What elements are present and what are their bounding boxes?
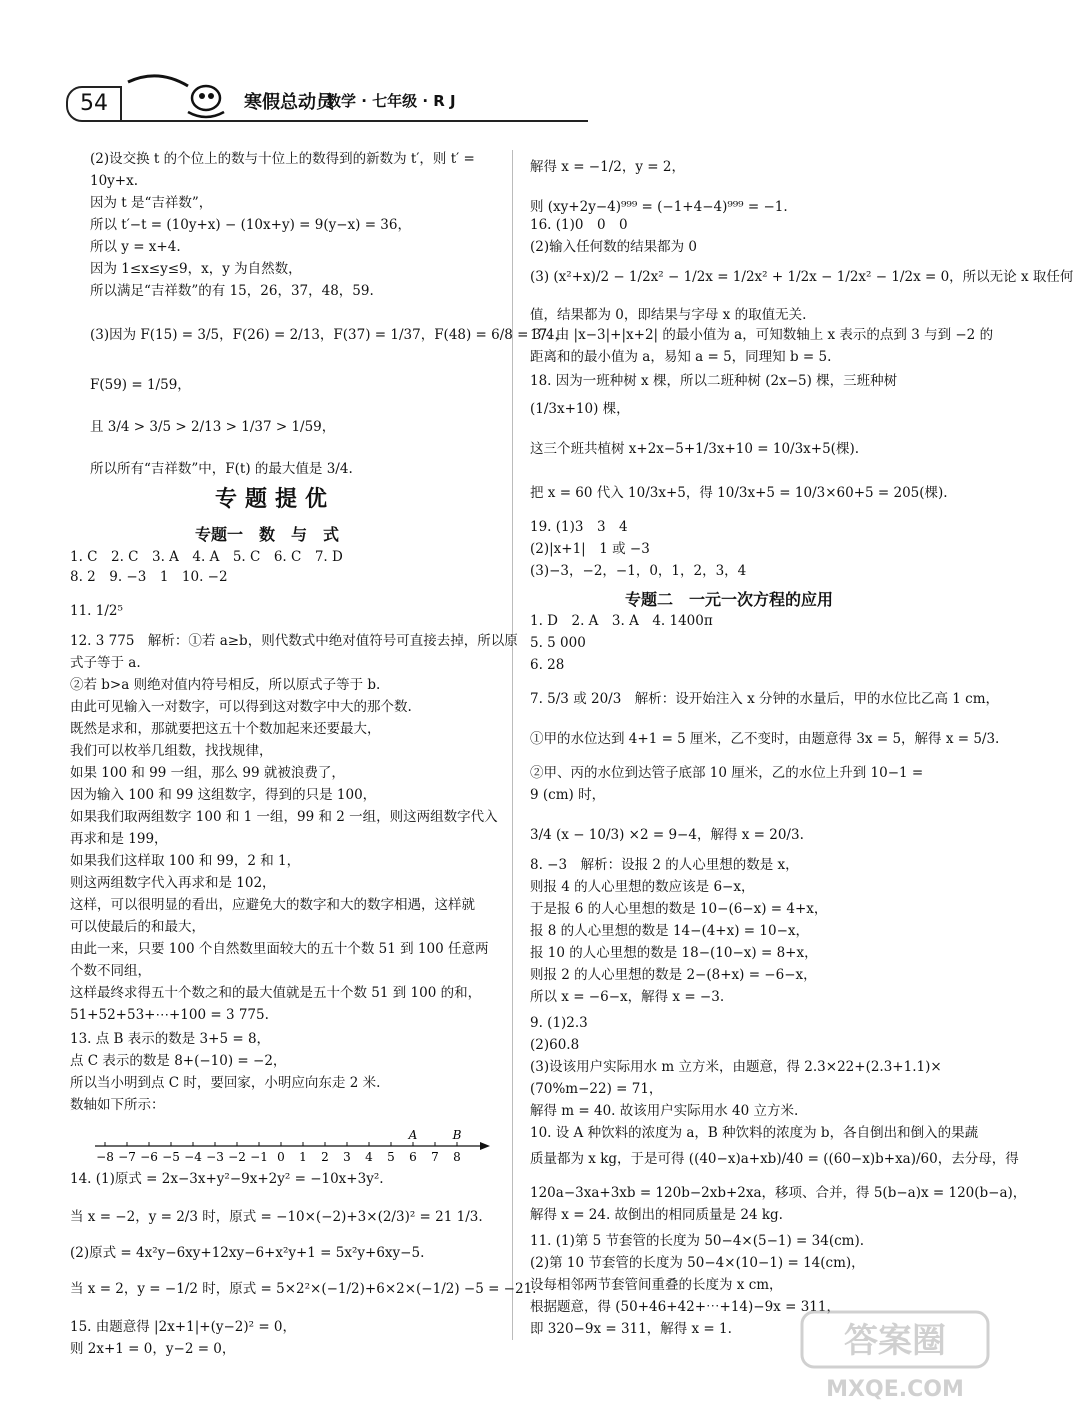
text-line: 由此可见输入一对数字，可以得到这对数字中大的那个数. <box>70 699 412 715</box>
text-line: 则 (xy+2y−4)⁹⁹⁹ = (−1+4−4)⁹⁹⁹ = −1. <box>530 199 788 215</box>
text-line: 10y+x. <box>90 173 139 189</box>
text-line: (3)−3，−2，−1，0，1，2，3，4 <box>530 563 747 579</box>
text-line: 所以所有“吉祥数”中，F(t) 的最大值是 3/4. <box>90 461 353 477</box>
tick-label: −2 <box>228 1150 246 1164</box>
text-line: ②甲、丙的水位到达管子底部 10 厘米，乙的水位上升到 10−1 = <box>530 765 924 781</box>
text-line: (3) (x²+x)/2 − 1/2x² − 1/2x = 1/2x² + 1/2x − 1/2x² − 1/2x = 0，所以无论 x 取任何 <box>530 269 1073 285</box>
text-line: 16. (1)0 0 0 <box>530 217 628 233</box>
text-line: (3)因为 F(15) = 3/5，F(26) = 2/13，F(37) = 1/37，F(48) = 6/8 = 3/4， <box>90 327 569 343</box>
svg-text:答案圈: 答案圈 <box>844 1321 946 1361</box>
text-line: 解得 m = 40. 故该用户实际用水 40 立方米. <box>530 1103 799 1119</box>
text-line: (3)设该用户实际用水 m 立方米，由题意，得 2.3×22+(2.3+1.1)× <box>530 1059 942 1075</box>
text-line: 所以当小明到点 C 时，要回家，小明应向东走 2 米. <box>70 1075 381 1091</box>
text-line: ①甲的水位达到 4+1 = 5 厘米，乙不变时，由题意得 3x = 5，解得 x = 5/3. <box>530 731 1000 747</box>
text-line: 9 (cm) 时， <box>530 787 606 803</box>
text-line: 当 x = −2，y = 2/3 时，原式 = −10×(−2)+3×(2/3)² = 21 1/3. <box>70 1209 483 1225</box>
point-label: B <box>452 1128 462 1142</box>
text-line: 则报 2 的人心里想的数是 2−(8+x) = −6−x， <box>530 967 817 983</box>
text-line: 3/4 (x − 10/3) ×2 = 9−4，解得 x = 20/3. <box>530 827 804 843</box>
svg-text:MXQE.COM: MXQE.COM <box>826 1377 964 1402</box>
section-title: 专题提优 <box>215 487 336 512</box>
text-line: 因为输入 100 和 99 这组数字，得到的只是 100， <box>70 787 377 803</box>
text-line: 于是报 6 的人心里想的数是 10−(6−x) = 4+x， <box>530 901 828 917</box>
text-line: 所以 x = −6−x，解得 x = −3. <box>530 989 725 1005</box>
text-line: 这三个班共植树 x+2x−5+1/3x+10 = 10/3x+5(棵). <box>530 441 860 457</box>
text-line: 14. (1)原式 = 2x−3x+y²−9x+2y² = −10x+3y². <box>70 1171 384 1187</box>
watermark-logo <box>800 1310 990 1405</box>
text-line: 所以 y = x+4. <box>90 239 181 255</box>
text-line: 再求和是 199， <box>70 831 168 847</box>
text-line: (2)设交换 t 的个位上的数与十位上的数得到的新数为 t′，则 t′ = <box>90 151 475 167</box>
number-line <box>95 1128 495 1168</box>
tick-label: 2 <box>321 1150 329 1164</box>
text-line: (2)原式 = 4x²y−6xy+12xy−6+x²y+1 = 5x²y+6xy−5. <box>70 1245 425 1261</box>
text-line: 报 8 的人心里想的数是 14−(4+x) = 10−x， <box>530 923 809 939</box>
tick-label: −8 <box>96 1150 114 1164</box>
text-line: 1. D 2. A 3. A 4. 1400π <box>530 613 713 629</box>
text-line: 因为 1≤x≤y≤9，x，y 为自然数， <box>90 261 302 277</box>
text-line: 即 320−9x = 311，解得 x = 1. <box>530 1321 732 1337</box>
tick-label: −5 <box>162 1150 180 1164</box>
text-line: 如果我们这样取 100 和 99，2 和 1， <box>70 853 301 869</box>
tick-label: −7 <box>118 1150 136 1164</box>
tick-label: 3 <box>343 1150 351 1164</box>
tick-label: 6 <box>409 1150 417 1164</box>
text-line: 既然是求和，那就要把这五十个数加起来还要最大， <box>70 721 381 737</box>
text-line: 设每相邻两节套管间重叠的长度为 x cm， <box>530 1277 783 1293</box>
text-line: 因为 t 是“吉祥数”， <box>90 195 213 211</box>
text-line: 所以满足“吉祥数”的有 15，26，37，48，59. <box>90 283 374 299</box>
text-line: 解得 x = 24. 故倒出的相同质量是 24 kg. <box>530 1207 783 1223</box>
tick-label: 8 <box>453 1150 461 1164</box>
text-line: 10. 设 A 种饮料的浓度为 a，B 种饮料的浓度为 b，各自倒出和倒入的果蔬 <box>530 1125 979 1141</box>
text-line: ②若 b>a 则绝对值内符号相反，所以原式子等于 b. <box>70 677 381 693</box>
tick-label: 7 <box>431 1150 439 1164</box>
text-line: 由此一来，只要 100 个自然数里面较大的五十个数 51 到 100 任意两 <box>70 941 489 957</box>
tick-label: 1 <box>299 1150 307 1164</box>
text-line: F(59) = 1/59， <box>90 377 191 393</box>
text-line: 根据题意，得 (50+46+42+⋯+14)−9x = 311， <box>530 1299 840 1315</box>
text-line: 13. 点 B 表示的数是 3+5 = 8， <box>70 1031 271 1047</box>
page-number: 54 <box>66 86 122 122</box>
text-line: 11. (1)第 5 节套管的长度为 50−4×(5−1) = 34(cm). <box>530 1233 865 1249</box>
text-line: 可以使最后的和最大， <box>70 919 205 935</box>
text-line: 距离和的最小值为 a，易知 a = 5，同理知 b = 5. <box>530 349 832 365</box>
text-line: 则报 4 的人心里想的数应该是 6−x， <box>530 879 755 895</box>
tick-label: −6 <box>140 1150 158 1164</box>
point-label: A <box>408 1128 418 1142</box>
tick-label: −1 <box>250 1150 268 1164</box>
text-line: (2)输入任何数的结果都为 0 <box>530 239 698 255</box>
text-line: 当 x = 2，y = −1/2 时，原式 = 5×2²×(−1/2)+6×2×(−1/2) −5 = −21. <box>70 1281 537 1297</box>
tick-label: 4 <box>365 1150 373 1164</box>
tick-label: −3 <box>206 1150 224 1164</box>
text-line: 则 2x+1 = 0，y−2 = 0， <box>70 1341 236 1357</box>
text-line: 11. 1/2⁵ <box>70 603 123 619</box>
text-line: 式子等于 a. <box>70 655 141 671</box>
text-line: 所以 t′−t = (10y+x) − (10x+y) = 9(y−x) = 36， <box>90 217 411 233</box>
text-line: 120a−3xa+3xb = 120b−2xb+2xa，移项、合并，得 5(b−a)x = 120(b−a)， <box>530 1185 1027 1201</box>
topic2-heading: 专题二 一元一次方程的应用 <box>625 590 834 609</box>
text-line: 51+52+53+⋯+100 = 3 775. <box>70 1007 269 1023</box>
text-line: 解得 x = −1/2，y = 2， <box>530 159 685 175</box>
page-header <box>66 86 586 122</box>
text-line: 则这两组数字代入再求和是 102， <box>70 875 276 891</box>
text-line: 且 3/4 > 3/5 > 2/13 > 1/37 > 1/59， <box>90 419 336 435</box>
text-line: 1. C 2. C 3. A 4. A 5. C 6. C 7. D <box>70 549 343 565</box>
text-line: 8. −3 解析：设报 2 的人心里想的数是 x， <box>530 857 799 873</box>
text-line: 报 10 的人心里想的数是 18−(10−x) = 8+x， <box>530 945 818 961</box>
text-line: 15. 由题意得 |2x+1|+(y−2)² = 0， <box>70 1319 297 1335</box>
text-line: 6. 28 <box>530 657 565 673</box>
topic1-heading: 专题一 数 与 式 <box>195 525 340 544</box>
text-line: 如果 100 和 99 一组，那么 99 就被浪费了， <box>70 765 345 781</box>
text-line: (2)60.8 <box>530 1037 580 1053</box>
text-line: 12. 3 775 解析：①若 a≥b，则代数式中绝对值符号可直接去掉，所以原 <box>70 633 518 649</box>
text-line: 把 x = 60 代入 10/3x+5，得 10/3x+5 = 10/3×60+5 = 205(棵). <box>530 485 948 501</box>
text-line: 如果我们取两组数字 100 和 1 一组，99 和 2 一组，则这两组数字代入 <box>70 809 498 825</box>
text-line: (2)第 10 节套管的长度为 50−4×(10−1) = 14(cm)， <box>530 1255 865 1271</box>
tick-label: −4 <box>184 1150 202 1164</box>
text-line: 数轴如下所示： <box>70 1097 165 1113</box>
text-line: 18. 因为一班种树 x 棵，所以二班种树 (2x−5) 棵，三班种树 <box>530 373 898 389</box>
tick-label: 0 <box>277 1150 285 1164</box>
text-line: 点 C 表示的数是 8+(−10) = −2， <box>70 1053 287 1069</box>
text-line: 这样，可以很明显的看出，应避免大的数字和大的数字相遇，这样就 <box>70 897 475 913</box>
text-line: 值，结果都为 0，即结果与字母 x 的取值无关. <box>530 307 807 323</box>
text-line: 8. 2 9. −3 1 10. −2 <box>70 569 228 585</box>
mascot-logo <box>118 72 238 122</box>
text-line: 17. 由 |x−3|+|x+2| 的最小值为 a，可知数轴上 x 表示的点到 3 与到 −2 的 <box>530 327 994 343</box>
text-line: 这样最终求得五十个数之和的最大值就是五十个数 51 到 100 的和， <box>70 985 482 1001</box>
text-line: (1/3x+10) 棵， <box>530 401 630 417</box>
subject-grade: 数学 · 七年级 · R J <box>326 92 456 110</box>
text-line: 我们可以枚举几组数，找找规律， <box>70 743 273 759</box>
header-rule <box>118 120 588 122</box>
text-line: 19. (1)3 3 4 <box>530 519 628 535</box>
text-line: 7. 5/3 或 20/3 解析：设开始注入 x 分钟的水量后，甲的水位比乙高 1 cm， <box>530 691 1000 707</box>
text-line: (2)|x+1| 1 或 −3 <box>530 541 650 557</box>
book-title: 寒假总动员 <box>244 92 334 113</box>
text-line: (70%m−22) = 71， <box>530 1081 663 1097</box>
text-line: 5. 5 000 <box>530 635 586 651</box>
text-line: 个数不同组， <box>70 963 151 979</box>
text-line: 9. (1)2.3 <box>530 1015 588 1031</box>
tick-label: 5 <box>387 1150 395 1164</box>
text-line: 质量都为 x kg，于是可得 ((40−x)a+xb)/40 = ((60−x)b+xa)/60，去分母，得 <box>530 1151 1019 1167</box>
